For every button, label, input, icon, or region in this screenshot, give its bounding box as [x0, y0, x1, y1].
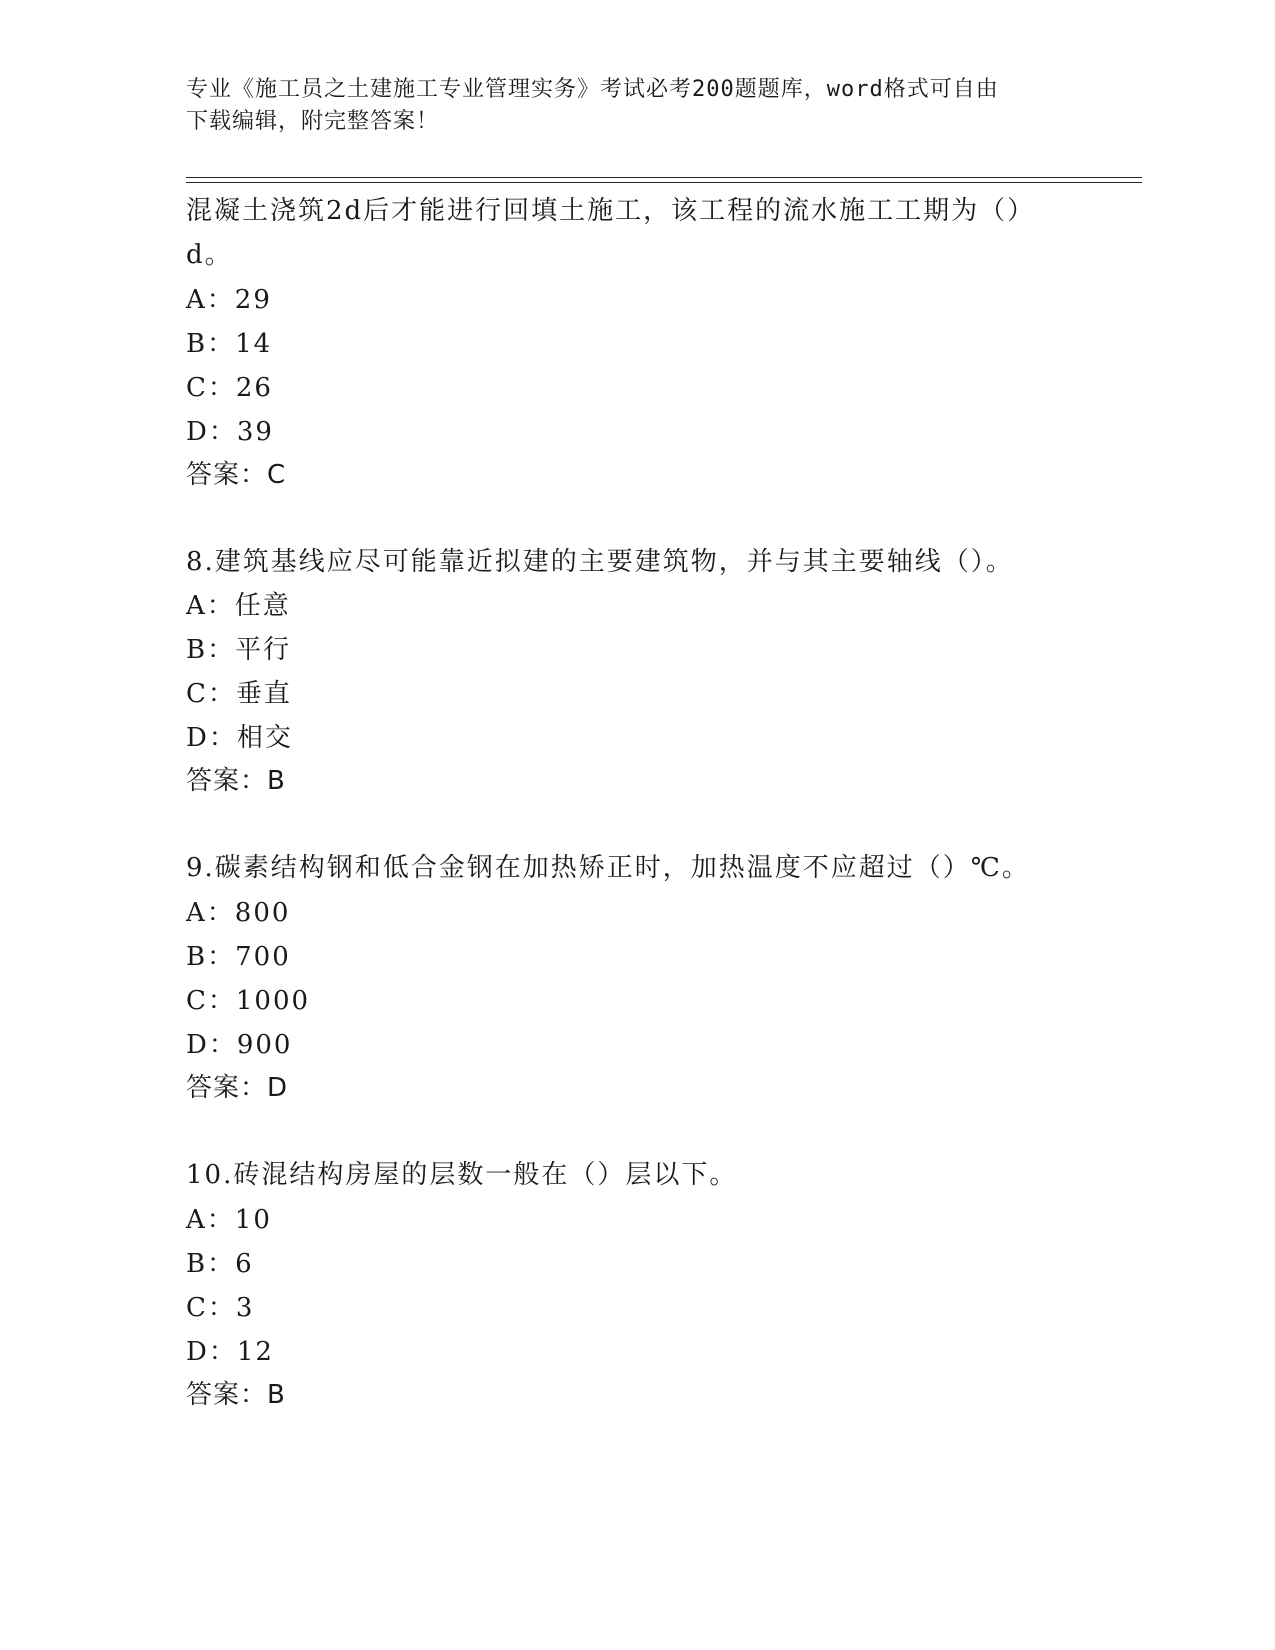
- option-d: D：12: [186, 1337, 274, 1367]
- question-stem: 9.碳素结构钢和低合金钢在加热矫正时，加热温度不应超过（）℃。: [186, 853, 1030, 883]
- answer-line: 答案：B: [186, 766, 286, 796]
- option-b: B：700: [186, 942, 291, 972]
- option-d: D：39: [186, 417, 274, 447]
- question-stem: d。: [186, 240, 233, 270]
- question-stem: 10.砖混结构房屋的层数一般在（）层以下。: [186, 1160, 738, 1190]
- option-d: D：900: [186, 1030, 293, 1060]
- option-b: B：14: [186, 329, 273, 359]
- question-stem: 8.建筑基线应尽可能靠近拟建的主要建筑物，并与其主要轴线（）。: [186, 547, 1014, 577]
- header-divider-top: [186, 177, 1142, 178]
- document-header: [186, 74, 1066, 138]
- option-a: A：29: [186, 285, 272, 315]
- option-c: C：1000: [186, 986, 311, 1016]
- header-line-1: 专业《施工员之土建施工专业管理实务》考试必考200题题库，word格式可自由: [186, 77, 999, 102]
- header-line-2: 下载编辑，附完整答案！: [186, 109, 440, 134]
- answer-line: 答案：B: [186, 1380, 286, 1410]
- answer-line: 答案：D: [186, 1073, 289, 1103]
- option-c: C：垂直: [186, 679, 292, 709]
- header-divider-bottom: [186, 182, 1142, 183]
- option-a: A：10: [186, 1205, 272, 1235]
- option-d: D：相交: [186, 723, 293, 753]
- option-b: B：平行: [186, 635, 292, 665]
- option-c: C：3: [186, 1293, 255, 1323]
- option-c: C：26: [186, 373, 273, 403]
- question-stem: 混凝土浇筑2d后才能进行回填土施工，该工程的流水施工工期为（）: [186, 196, 1036, 226]
- option-b: B：6: [186, 1249, 254, 1279]
- option-a: A：800: [186, 898, 291, 928]
- answer-line: 答案：C: [186, 460, 287, 490]
- option-a: A：任意: [186, 591, 291, 621]
